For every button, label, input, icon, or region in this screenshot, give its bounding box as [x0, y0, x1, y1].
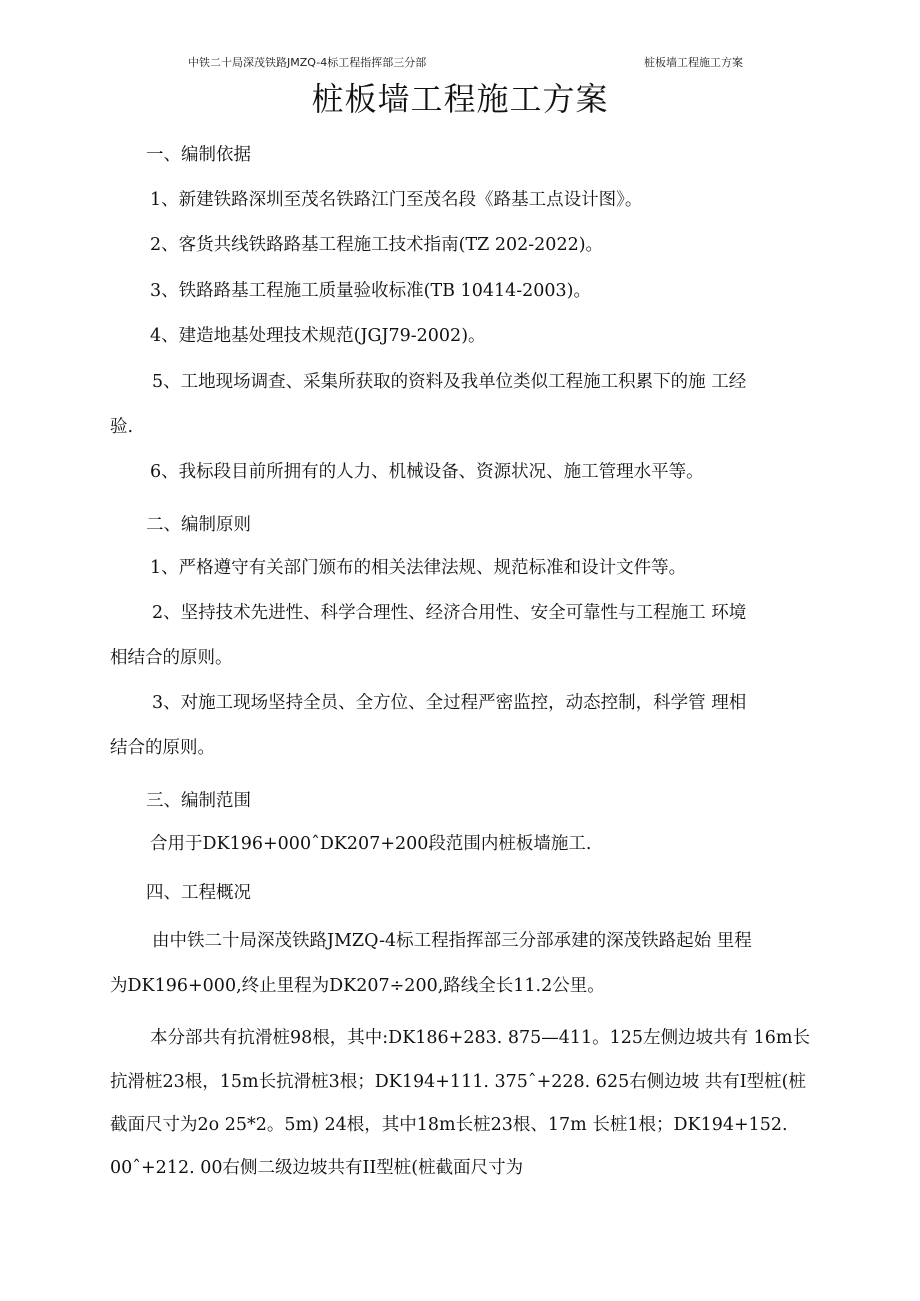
overview-paragraph-1: 由中铁二十局深茂铁路JMZQ-4标工程指挥部三分部承建的深茂铁路起始 里程: [152, 931, 752, 951]
overview-paragraph-2-line-2: 抗滑桩23根，15m长抗滑桩3根；DK194+111. 375ˆ+228. 625右侧边坡 共有I型桩(桩: [110, 1072, 807, 1092]
section-heading-basis: 一、编制依据: [146, 145, 251, 165]
principles-item-2: 2、坚持技术先进性、科学合理性、经济合用性、安全可靠性与工程施工 环境: [152, 603, 747, 623]
page-header: [0, 54, 920, 72]
basis-item-2: 2、客货共线铁路路基工程施工技术指南(TZ 202-2022)。: [150, 235, 604, 255]
basis-item-5: 5、工地现场调查、采集所获取的资料及我单位类似工程施工积累下的施 工经: [152, 372, 747, 392]
basis-item-3: 3、铁路路基工程施工质量验收标准(TB 10414-2003)。: [150, 281, 592, 301]
overview-paragraph-2: 本分部共有抗滑桩98根，其中:DK186+283. 875—411。125左侧边坡共有 16m长: [150, 1028, 810, 1048]
scope-item-1: 合用于DK196+000ˆDK207+200段范围内桩板墙施工.: [150, 834, 592, 854]
header-right-text: 桩板墙工程施工方案: [644, 56, 743, 69]
overview-paragraph-1-continued: 为DK196+000,终止里程为DK207÷200,路线全长11.2公里。: [110, 976, 605, 996]
principles-item-2-continued: 相结合的原则。: [110, 648, 233, 668]
section-heading-overview: 四、工程概况: [146, 883, 251, 903]
header-left-text: 中铁二十局深茂铁路JMZQ-4标工程指挥部三分部: [188, 56, 427, 69]
section-heading-scope: 三、编制范围: [146, 791, 251, 811]
principles-item-3: 3、对施工现场坚持全员、全方位、全过程严密监控，动态控制，科学管 理相: [152, 693, 747, 713]
principles-item-1: 1、严格遵守有关部门颁布的相关法律法规、规范标准和设计文件等。: [150, 558, 687, 578]
overview-paragraph-2-line-3: 截面尺寸为2o 25*2。5m) 24根，其中18m长桩23根、17m 长桩1根；DK194+152.: [110, 1115, 788, 1135]
basis-item-5-continued: 验.: [110, 417, 134, 437]
basis-item-1: 1、新建铁路深圳至茂名铁路江门至茂名段《路基工点设计图》。: [150, 190, 643, 210]
section-heading-principles: 二、编制原则: [146, 515, 251, 535]
overview-paragraph-2-line-4: 00ˆ+212. 00右侧二级边坡共有II型桩(桩截面尺寸为: [110, 1158, 524, 1178]
document-title: 桩板墙工程施工方案: [311, 80, 609, 118]
basis-item-6: 6、我标段目前所拥有的人力、机械设备、资源状况、施工管理水平等。: [150, 462, 704, 482]
basis-item-4: 4、建造地基处理技术规范(JGJ79-2002)。: [150, 326, 486, 346]
principles-item-3-continued: 结合的原则。: [110, 738, 215, 758]
